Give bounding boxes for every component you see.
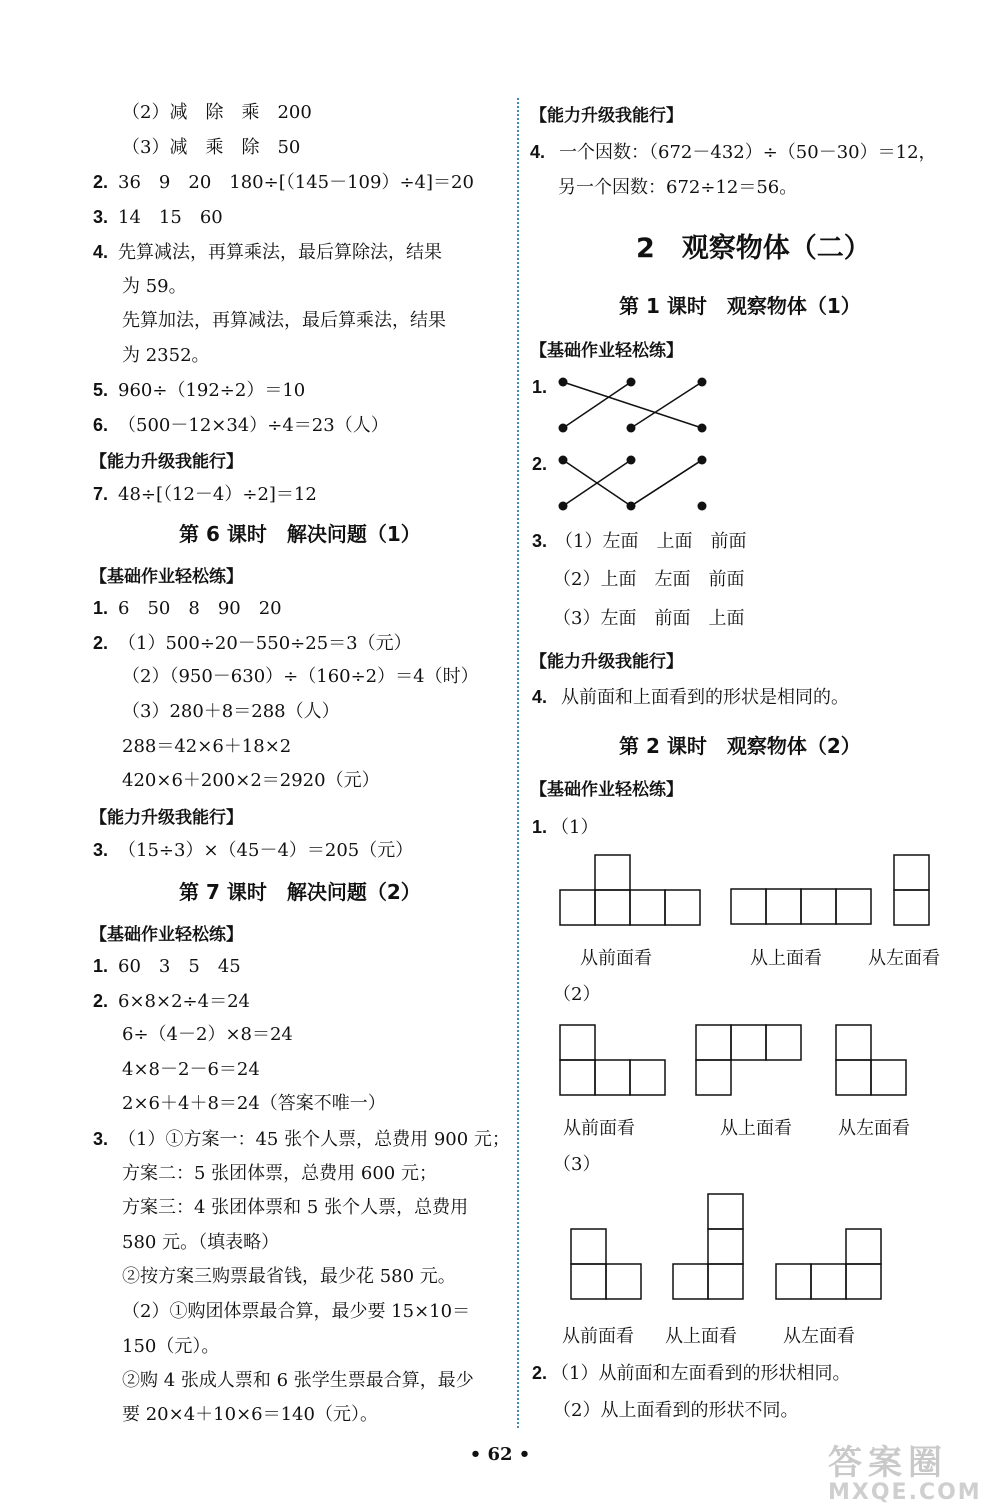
lesson-title: 第 7 课时 解决问题（2） — [179, 880, 421, 904]
q4-line2: 另一个因数：672÷12＝56。 — [558, 177, 798, 198]
answer-line — [93, 838, 413, 863]
q4b-text: 从前面和上面看到的形状是相同的。 — [561, 687, 850, 708]
answer-text: 48÷[（12－4）÷2]＝12 — [118, 484, 317, 505]
caption-left-1: 从左面看 — [868, 948, 940, 969]
q2-answer-2: （2）从上面看到的形状不同。 — [553, 1400, 799, 1421]
ability-label: 【能力升级我能行】 — [530, 652, 683, 672]
lesson-title: 第 6 课时 解决问题（1） — [179, 522, 421, 546]
answer-line: 为 2352。 — [122, 345, 210, 366]
question-number: 3. — [93, 1129, 109, 1149]
question-number: 3. — [93, 207, 109, 227]
question-number: 5. — [93, 380, 109, 400]
section-title: 2 观察物体（二） — [636, 233, 871, 264]
view-left-3 — [775, 1228, 882, 1300]
answer-text: 960÷（192÷2）＝10 — [118, 380, 306, 401]
answer-line: 4×8－2－6＝24 — [122, 1059, 260, 1080]
answer-line — [93, 170, 474, 195]
matching-figure-1 — [555, 374, 715, 436]
answer-line: ②购 4 张成人票和 6 张学生票最合算，最少 — [122, 1370, 474, 1391]
answer-text: 14 15 60 — [118, 207, 223, 228]
view-left-1 — [893, 854, 931, 926]
answer-text: 36 9 20 180÷[（145－109）÷4]＝20 — [118, 172, 474, 193]
answer-text: （1）①方案一：45 张个人票，总费用 900 元； — [118, 1129, 510, 1150]
caption-top-1: 从上面看 — [750, 948, 822, 969]
p3-label: （3） — [553, 1154, 601, 1175]
ability-label-top: 【能力升级我能行】 — [530, 106, 683, 126]
q3-answer-2: （2）上面 左面 前面 — [553, 569, 745, 590]
answer-line: 方案三：4 张团体票和 5 张个人票，总费用 — [122, 1197, 469, 1218]
answer-text: （1）500÷20－550÷25＝3（元） — [118, 633, 412, 654]
answer-line: 先算加法，再算减法，最后算乘法，结果 — [122, 310, 446, 331]
answer-line: 580 元。（填表略） — [122, 1232, 280, 1253]
q4b-number: 4. — [532, 687, 548, 707]
answer-line — [93, 596, 282, 621]
view-top-3 — [672, 1193, 744, 1300]
question-number: 1. — [93, 598, 109, 618]
p1-number: 1. — [532, 817, 548, 837]
answer-line — [93, 482, 317, 507]
answer-line — [93, 378, 305, 403]
caption-top-2: 从上面看 — [720, 1118, 792, 1139]
answer-line — [93, 413, 389, 438]
caption-front-3: 从前面看 — [562, 1326, 634, 1347]
question-number: 2. — [93, 633, 109, 653]
section-label: 【能力升级我能行】 — [90, 808, 243, 828]
question-number: 4. — [93, 242, 109, 262]
question-number: 3. — [93, 840, 109, 860]
answer-line: 要 20×4＋10×6＝140（元）。 — [122, 1404, 378, 1425]
answer-line: （3）减 乘 除 50 — [122, 137, 301, 158]
answer-text: （500－12×34）÷4＝23（人） — [118, 415, 389, 436]
answer-line — [93, 240, 442, 265]
q3-answer-3: （3）左面 前面 上面 — [553, 608, 745, 629]
match2-number: 2. — [532, 454, 548, 474]
answer-line: 288＝42×6＋18×2 — [122, 736, 292, 757]
answer-text: 6×8×2÷4＝24 — [118, 991, 250, 1012]
question-number: 1. — [93, 956, 109, 976]
basic-label: 【基础作业轻松练】 — [530, 341, 683, 361]
p2-label: （2） — [553, 984, 601, 1005]
answer-text: 6 50 8 90 20 — [118, 598, 282, 619]
answer-line: （3）280＋8＝288（人） — [122, 701, 340, 722]
answer-line: ②按方案三购票最省钱，最少花 580 元。 — [122, 1266, 456, 1287]
lesson2-title: 第 2 课时 观察物体（2） — [619, 734, 861, 758]
answer-line — [93, 631, 412, 656]
view-front-1 — [559, 854, 701, 926]
view-front-3 — [570, 1228, 642, 1300]
q2-answer-1: （1）从前面和左面看到的形状相同。 — [551, 1363, 851, 1384]
match1-number: 1. — [532, 377, 548, 397]
q2-number: 2. — [532, 1363, 548, 1383]
caption-top-3: 从上面看 — [665, 1326, 737, 1347]
answer-text: 60 3 5 45 — [118, 956, 241, 977]
answer-line: 6÷（4－2）×8＝24 — [122, 1024, 293, 1045]
view-top-1 — [730, 888, 872, 926]
q4-number: 4. — [530, 142, 546, 162]
caption-front-2: 从前面看 — [563, 1118, 635, 1139]
section-label: 【基础作业轻松练】 — [90, 925, 243, 945]
q3-answer-1: （1）左面 上面 前面 — [555, 531, 747, 552]
section-label: 【能力升级我能行】 — [90, 452, 243, 472]
caption-front-1: 从前面看 — [580, 948, 652, 969]
matching-figure-2 — [555, 452, 715, 514]
answer-text: （15÷3）×（45－4）＝205（元） — [118, 840, 414, 861]
view-left-2 — [835, 1024, 907, 1096]
view-front-2 — [559, 1024, 666, 1096]
answer-line — [93, 954, 241, 979]
p1-label: （1） — [551, 817, 599, 838]
answer-line: （2）①购团体票最合算，最少要 15×10＝ — [122, 1301, 471, 1322]
watermark-logo: 答案圈 MXQE.COM — [828, 1443, 982, 1505]
question-number: 2. — [93, 991, 109, 1011]
q4-line1: 一个因数：（672－432）÷（50－30）＝12， — [559, 142, 937, 163]
answer-line — [93, 1127, 510, 1152]
question-number: 2. — [93, 172, 109, 192]
answer-line: 2×6＋4＋8＝24（答案不唯一） — [122, 1093, 386, 1114]
answer-line: 420×6＋200×2＝2920（元） — [122, 770, 380, 791]
answer-line: （2）（950－630）÷（160÷2）＝4（时） — [122, 666, 479, 687]
answer-line: （2）减 除 乘 200 — [122, 102, 312, 123]
answer-line — [93, 989, 250, 1014]
answer-text: 先算减法，再算乘法，最后算除法，结果 — [118, 242, 443, 263]
question-number: 7. — [93, 484, 109, 504]
answer-line — [93, 205, 223, 230]
basic-label-2: 【基础作业轻松练】 — [530, 780, 683, 800]
answer-line: 150（元）。 — [122, 1336, 220, 1357]
q3-number: 3. — [532, 531, 548, 551]
view-top-2 — [695, 1024, 802, 1096]
caption-left-3: 从左面看 — [783, 1326, 855, 1347]
answer-line: 为 59。 — [122, 276, 187, 297]
page-number: • 62 • — [469, 1444, 531, 1465]
lesson1-title: 第 1 课时 观察物体（1） — [619, 294, 861, 318]
column-divider — [517, 98, 519, 1428]
section-label: 【基础作业轻松练】 — [90, 567, 243, 587]
answer-line: 方案二：5 张团体票，总费用 600 元； — [122, 1163, 437, 1184]
caption-left-2: 从左面看 — [838, 1118, 910, 1139]
question-number: 6. — [93, 415, 109, 435]
